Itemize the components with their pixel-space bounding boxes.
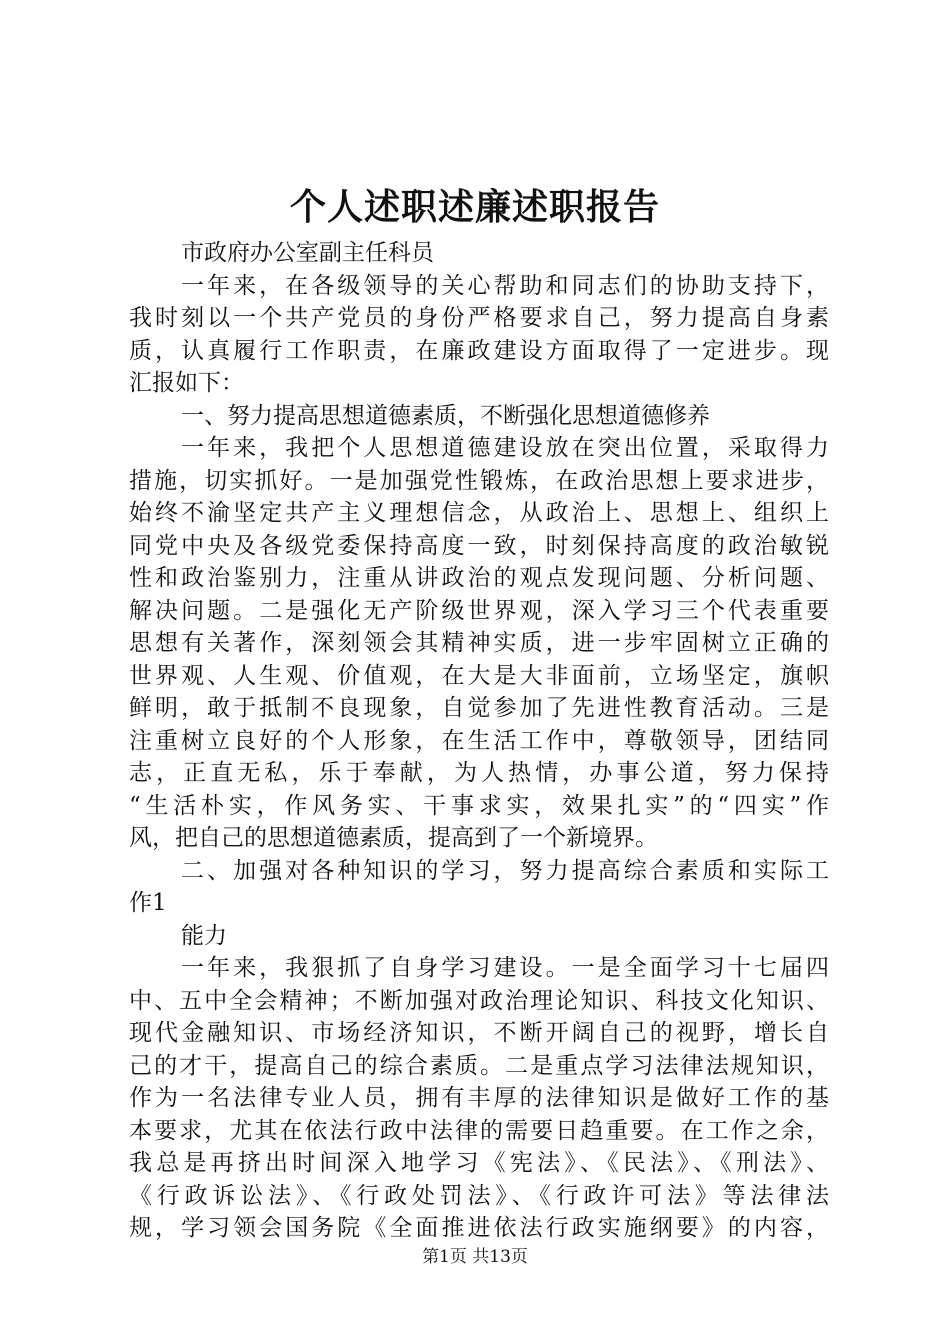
text-line: 始终不渝坚定共产主义理想信念，从政治上、思想上、组织上: [129, 500, 829, 526]
text-line: 志，正直无私，乐于奉献，为人热情，办事公道，努力保持: [129, 760, 829, 786]
section-heading-1: 一、努力提高思想道德素质，不断强化思想道德修养: [181, 402, 710, 429]
text-line: “生活朴实，作风务实、干事求实，效果扎实”的“四实”作: [129, 792, 829, 819]
text-line: 作1: [129, 890, 167, 916]
page-number-footer: 第1页 共13页: [422, 1247, 528, 1267]
text-line: 汇报如下：: [129, 370, 244, 396]
author-line: 市政府办公室副主任科员: [181, 240, 434, 266]
text-line: 注重树立良好的个人形象，在生活工作中，尊敬领导，团结同: [129, 727, 829, 754]
text-line: 现代金融知识、市场经济知识，不断开阔自己的视野，增长自: [129, 1020, 829, 1046]
text-line: 同党中央及各级党委保持高度一致，时刻保持高度的政治敏锐: [129, 532, 829, 559]
text-line: 一年来，我把个人思想道德建设放在突出位置，采取得力: [181, 435, 829, 461]
text-line: 世界观、人生观、价值观，在大是大非面前，立场坚定，旗帜: [129, 662, 829, 689]
text-line: 一年来，我狠抓了自身学习建设。一是全面学习十七届四: [181, 955, 829, 981]
text-line: 规，学习领会国务院《全面推进依法行政实施纲要》的内容，: [129, 1215, 829, 1241]
text-line: 本要求，尤其在依法行政中法律的需要日趋重要。在工作之余，: [129, 1117, 829, 1144]
text-line: 我总是再挤出时间深入地学习《宪法》、《民法》、《刑法》、: [129, 1150, 829, 1176]
document-body: [129, 237, 829, 1245]
text-line: 思想有关著作，深刻领会其精神实质，进一步牢固树立正确的: [129, 630, 829, 656]
text-line: 己的才干，提高自己的综合素质。二是重点学习法律法规知识，: [129, 1052, 829, 1079]
text-line: 性和政治鉴别力，注重从讲政治的观点发现问题、分析问题、: [129, 565, 829, 591]
text-line: 解决问题。二是强化无产阶级世界观，深入学习三个代表重要: [129, 597, 829, 624]
text-line: 中、五中全会精神；不断加强对政治理论知识、科技文化知识、: [129, 987, 829, 1014]
section-heading-2: 二、加强对各种知识的学习，努力提高综合素质和实际工: [181, 857, 829, 884]
text-line: 能力: [181, 922, 227, 949]
text-line: 质，认真履行工作职责，在廉政建设方面取得了一定进步。现: [129, 337, 829, 364]
text-line: 《行政诉讼法》、《行政处罚法》、《行政许可法》等法律法: [129, 1182, 829, 1209]
text-line: 我时刻以一个共产党员的身份严格要求自己，努力提高自身素: [129, 305, 829, 331]
text-line: 一年来，在各级领导的关心帮助和同志们的协助支持下，: [181, 272, 829, 299]
text-line: 鲜明，敢于抵制不良现象，自觉参加了先进性教育活动。三是: [129, 695, 829, 721]
document-title: 个人述职述廉述职报告: [289, 186, 660, 228]
text-line: 风，把自己的思想道德素质，提高到了一个新境界。: [129, 825, 658, 851]
text-line: 措施，切实抓好。一是加强党性锻炼，在政治思想上要求进步，: [129, 467, 829, 494]
text-line: 作为一名法律专业人员，拥有丰厚的法律知识是做好工作的基: [129, 1085, 829, 1111]
